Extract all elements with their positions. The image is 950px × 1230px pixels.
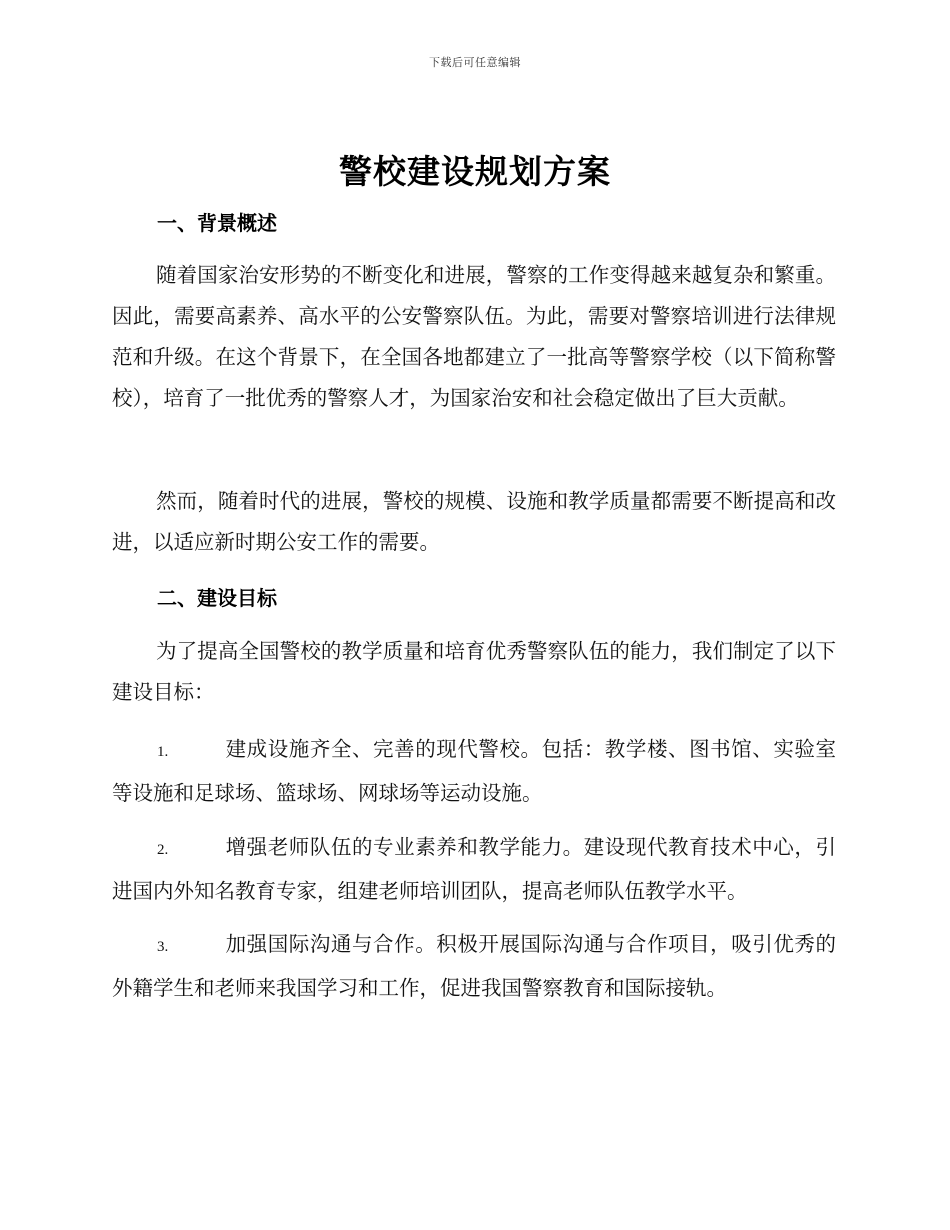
list-item-text: 加强国际沟通与合作。积极开展国际沟通与合作项目，吸引优秀的外籍学生和老师来我国学习和工作，促进我国警察教育和国际接轨。 — [112, 932, 836, 1000]
document-title: 警校建设规划方案 — [339, 152, 611, 191]
list-number: 3. — [157, 939, 169, 955]
list-item-text: 建成设施齐全、完善的现代警校。包括：教学楼、图书馆、实验室等设施和足球场、篮球场、网球场等运动设施。 — [112, 737, 836, 805]
list-number: 1. — [157, 744, 169, 760]
section-heading-goals: 二、建设目标 — [157, 586, 277, 610]
list-number: 2. — [157, 842, 169, 858]
goals-intro-paragraph: 为了提高全国警校的教学质量和培育优秀警察队伍的能力，我们制定了以下建设目标： — [112, 639, 836, 704]
background-paragraph-1: 随着国家治安形势的不断变化和进展，警察的工作变得越来越复杂和繁重。因此，需要高素养、高水平的公安警察队伍。为此，需要对警察培训进行法律规范和升级。在这个背景下，在全国各地都建立了一批高等警察学校（以下简称警校），培育了一批优秀的警察人才，为国家治安和社会稳定做出了巨大贡献。 — [112, 263, 836, 410]
goal-list-item — [112, 827, 836, 912]
section-heading-background: 一、背景概述 — [157, 211, 277, 235]
background-paragraph-2: 然而，随着时代的进展，警校的规模、设施和教学质量都需要不断提高和改进，以适应新时期公安工作的需要。 — [112, 489, 836, 554]
goal-list-item — [112, 729, 836, 814]
goal-list-item — [112, 924, 836, 1009]
list-item-text: 增强老师队伍的专业素养和教学能力。建设现代教育技术中心，引进国内外知名教育专家，组建老师培训团队，提高老师队伍教学水平。 — [112, 835, 836, 903]
header-note: 下载后可任意编辑 — [429, 56, 521, 69]
